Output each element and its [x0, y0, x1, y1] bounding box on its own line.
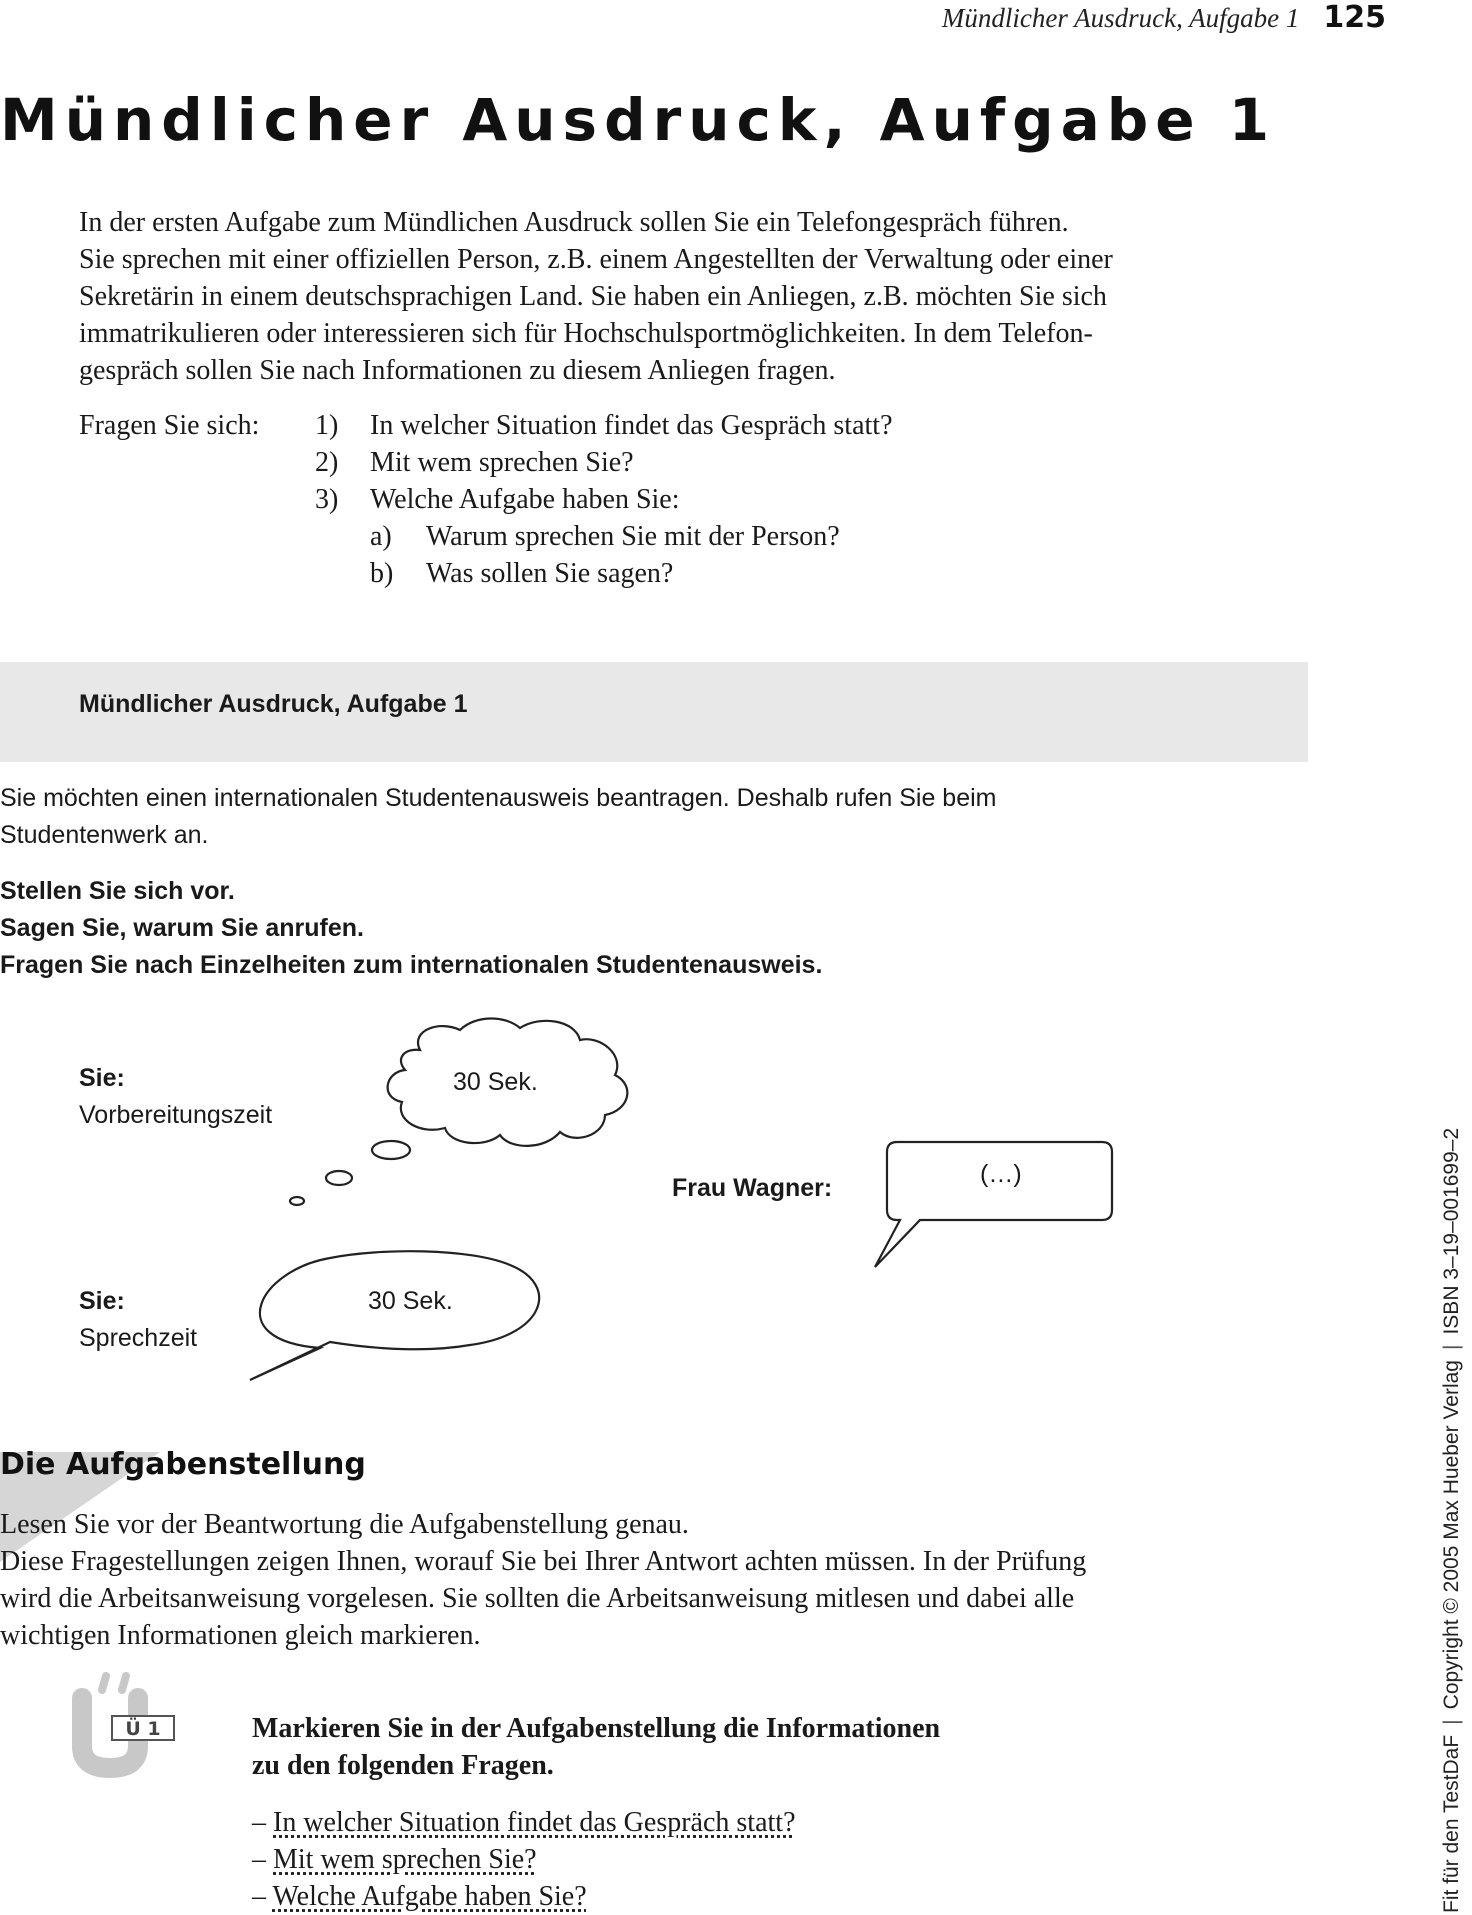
question-text: Welche Aufgabe haben Sie: — [370, 484, 680, 515]
speak-label: Sprechzeit — [79, 1324, 198, 1352]
instruction-line: Stellen Sie sich vor. — [0, 877, 235, 905]
exercise-item-text: Welche Aufgabe haben Sie? — [272, 1881, 587, 1912]
partner-label-group — [672, 1170, 832, 1207]
subquestion-letter: a) — [370, 521, 392, 552]
section-line: Lesen Sie vor der Beantwortung die Aufgabenstellung genau. — [0, 1509, 689, 1540]
situation-line: Sie möchten einen internationalen Studentenausweis beantragen. Deshalb rufen Sie beim — [0, 784, 997, 812]
task-situation — [0, 780, 1200, 854]
exercise-question-list — [252, 1804, 796, 1915]
running-title: Mündlicher Ausdruck, Aufgabe 1 — [941, 3, 1300, 33]
list-dash: – — [252, 1844, 266, 1875]
speak-time: 30 Sek. — [368, 1287, 453, 1315]
partner-label: Frau Wagner: — [672, 1174, 833, 1202]
subquestion-text: Warum sprechen Sie mit der Person? — [426, 521, 840, 552]
prep-time: 30 Sek. — [453, 1068, 538, 1096]
prep-speaker: Sie: — [79, 1064, 125, 1092]
intro-line: gespräch sollen Sie nach Informationen zu diesem Anliegen fragen. — [79, 355, 836, 386]
question-number: 3) — [315, 484, 339, 515]
separator: | — [1440, 1344, 1463, 1350]
subquestion-letter: b) — [370, 558, 394, 589]
task-box-title: Mündlicher Ausdruck, Aufgabe 1 — [79, 690, 468, 718]
intro-line: In der ersten Aufgabe zum Mündlichen Ausdruck sollen Sie ein Telefongespräch führen. — [79, 207, 1069, 238]
task-box — [0, 662, 1308, 762]
running-header — [942, 0, 1386, 36]
subquestion-text: Was sollen Sie sagen? — [426, 558, 674, 589]
instruction-line: Sagen Sie, warum Sie anrufen. — [0, 914, 365, 942]
exercise-badge-label: Ü 1 — [125, 1718, 161, 1740]
exercise-prompt-line: zu den folgenden Fragen. — [252, 1750, 554, 1781]
question-number: 1) — [315, 410, 339, 441]
section-line: wird die Arbeitsanweisung vorgelesen. Sie sollten die Arbeitsanweisung mitlesen und dabei alle — [0, 1583, 1075, 1614]
section-line: Diese Fragestellungen zeigen Ihnen, worauf Sie bei Ihrer Antwort achten müssen. In der Prüfung — [0, 1546, 1087, 1577]
prep-label-group — [79, 1060, 272, 1134]
instruction-line: Fragen Sie nach Einzelheiten zum internationalen Studentenausweis. — [0, 951, 823, 979]
list-dash: – — [252, 1807, 266, 1838]
task-instructions — [0, 873, 822, 984]
question-text: In welcher Situation findet das Gespräch statt? — [370, 410, 893, 441]
question-number: 2) — [315, 447, 339, 478]
speak-speaker: Sie: — [79, 1287, 125, 1315]
question-lead: Fragen Sie sich: — [79, 410, 260, 441]
intro-paragraph — [79, 204, 1279, 389]
thought-bubble-dot-medium — [326, 1171, 352, 1185]
book-title: Fit für den TestDaF — [1440, 1734, 1463, 1913]
page-number: 125 — [1323, 0, 1386, 35]
exercise-badge-icon — [52, 1668, 182, 1788]
intro-line: Sekretärin in einem deutschsprachigen Land. Sie haben ein Anliegen, z.B. möchten Sie sich — [79, 281, 1107, 312]
section-body — [0, 1506, 1280, 1654]
exercise-item — [252, 1878, 796, 1915]
prep-label: Vorbereitungszeit — [79, 1101, 273, 1129]
exercise-item — [252, 1841, 796, 1878]
intro-line: immatrikulieren oder interessieren sich für Hochschulsportmöglichkeiten. In dem Telefon- — [79, 318, 1093, 349]
timing-diagram — [0, 1010, 1180, 1390]
exercise-prompt — [252, 1710, 940, 1784]
section-heading: Die Aufgabenstellung — [0, 1447, 366, 1482]
partner-speech: (…) — [980, 1160, 1022, 1188]
intro-line: Sie sprechen mit einer offiziellen Person, z.B. einem Angestellten der Verwaltung oder einer — [79, 244, 1113, 275]
section-line: wichtigen Informationen gleich markieren. — [0, 1620, 481, 1651]
speak-label-group — [79, 1283, 197, 1357]
exercise-item — [252, 1804, 796, 1841]
thought-bubble-dot-small — [290, 1197, 304, 1205]
isbn: ISBN 3–19–001699–2 — [1440, 1127, 1463, 1335]
exercise-prompt-line: Markieren Sie in der Aufgabenstellung die Informationen — [252, 1713, 941, 1744]
exercise-item-text: In welcher Situation findet das Gespräch statt? — [273, 1807, 796, 1838]
question-text: Mit wem sprechen Sie? — [370, 447, 634, 478]
situation-line: Studentenwerk an. — [0, 821, 209, 849]
side-copyright — [1440, 1128, 1464, 1913]
page-title: Mündlicher Ausdruck, Aufgabe 1 — [0, 86, 1277, 154]
exercise-item-text: Mit wem sprechen Sie? — [273, 1844, 537, 1875]
list-dash: – — [252, 1881, 266, 1912]
thought-bubble-dot-large — [372, 1141, 410, 1159]
separator: | — [1440, 1719, 1463, 1725]
copyright: Copyright © 2005 Max Hueber Verlag — [1440, 1360, 1463, 1710]
